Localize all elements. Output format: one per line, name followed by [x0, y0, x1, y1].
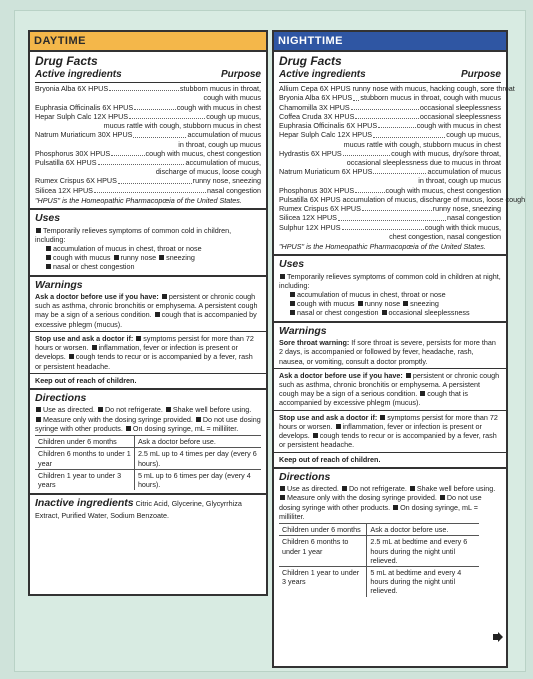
ingredient-name: Rumex Crispus 6X HPUS	[35, 176, 117, 186]
active-ingredients-heading: Active ingredients	[35, 69, 122, 81]
bullet-icon	[46, 264, 51, 269]
hpus-note: "HPUS" is the Homeopathic Pharmacopœia of the United States.	[35, 195, 242, 205]
inactive-heading: Inactive ingredients	[35, 497, 134, 510]
dosage-table	[279, 523, 479, 597]
ingredient-row	[35, 130, 261, 139]
bullet-icon	[290, 310, 295, 315]
warnings-section	[274, 323, 506, 469]
bullet-icon	[92, 345, 97, 350]
ingredient-purpose-continued: mucus rattle with cough, stubborn mucus in chest	[103, 121, 261, 131]
table-row: Children 6 months to under 1 year 2.5 mL up to 4 times per day (every 6 hours).	[35, 448, 261, 469]
table-row: Children 1 year to under 3 years 5 mL at bedtime and every 4 hours during the night until relieved.	[279, 566, 479, 596]
bullet-icon	[162, 294, 167, 299]
ingredient-purpose: cough up mucus,	[206, 111, 261, 121]
ingredient-row	[279, 167, 501, 176]
dot-leader	[111, 149, 144, 156]
ingredient-purpose: accumulation of mucus	[427, 167, 501, 177]
bullet-icon	[342, 486, 347, 491]
bullet-icon	[382, 310, 387, 315]
ingredient-row	[279, 84, 515, 94]
bullet-icon	[36, 417, 41, 422]
uses-intro: Temporarily relieves symptoms of common cold in children, including:	[35, 225, 232, 244]
dot-leader	[133, 130, 186, 137]
drug-facts-title: Drug Facts	[279, 54, 342, 69]
directions-section	[274, 469, 506, 600]
ingredient-purpose: cough up mucus,	[446, 130, 501, 140]
ingredient-purpose-continued: in throat, cough up mucus	[418, 176, 501, 186]
bullet-icon	[280, 486, 285, 491]
divider	[274, 368, 506, 369]
ingredient-purpose: runny nose with mucus, hacking cough, sore throat	[352, 84, 515, 94]
divider	[30, 331, 266, 332]
uses-item: nasal or chest congestion	[35, 262, 261, 271]
ingredient-purpose: cough with mucus in chest	[416, 121, 501, 131]
warnings-heading: Warnings	[35, 278, 83, 291]
ingredient-name: Hepar Sulph Calc 12X HPUS	[279, 130, 373, 140]
purpose-heading: Purpose	[460, 69, 501, 81]
ingredient-purpose: cough with thick mucus,	[424, 222, 501, 232]
uses-item: accumulation of mucus in chest, throat or nose	[35, 244, 261, 253]
ingredient-purpose: cough with mucus, dry/sore throat,	[391, 148, 501, 158]
dot-leader	[373, 167, 426, 174]
dot-leader	[351, 103, 419, 110]
ingredient-name: Silicea 12X HPUS	[35, 185, 93, 195]
bullet-icon	[114, 255, 119, 260]
dot-leader	[355, 186, 384, 193]
dot-leader	[362, 204, 432, 211]
uses-item: cough with mucus runny nose sneezing	[35, 253, 261, 262]
ingredient-purpose: occasional sleeplessness	[419, 102, 501, 112]
bullet-icon	[380, 415, 385, 420]
ingredient-name: Natrum Muriaticum 30X HPUS	[35, 130, 133, 140]
ingredient-purpose: cough with mucus, chest congestion	[385, 185, 501, 195]
bullet-icon	[420, 391, 425, 396]
ingredient-purpose: accumulation of mucus	[187, 130, 261, 140]
ingredient-purpose-continued: mucus rattle with cough, stubborn mucus in chest	[343, 139, 501, 149]
uses-section	[30, 210, 266, 277]
bullet-icon	[126, 426, 131, 431]
ingredient-purpose: accumulation of mucus,	[185, 157, 261, 167]
ingredient-purpose: cough with mucus, chest congestion	[145, 148, 261, 158]
ingredient-row	[279, 223, 501, 232]
bullet-icon	[313, 433, 318, 438]
bullet-icon	[136, 336, 141, 341]
ingredient-row	[279, 103, 501, 112]
ingredient-purpose: nasal congestion	[207, 185, 261, 195]
drug-facts-title: Drug Facts	[35, 54, 98, 69]
arrow-right-icon	[493, 632, 503, 642]
keep-out-warning: Keep out of reach of children.	[35, 375, 137, 385]
bullet-icon	[280, 274, 285, 279]
bullet-icon	[440, 495, 445, 500]
active-ingredients-section	[274, 52, 526, 256]
ingredient-row	[35, 149, 261, 158]
hpus-note: "HPUS" is the Homeopathic Pharmacopœia of the United States.	[279, 241, 486, 251]
ingredient-row	[35, 186, 261, 195]
daytime-drug-facts-panel	[28, 30, 268, 596]
ingredient-name: Hydrastis 6X HPUS	[279, 148, 342, 158]
bullet-icon	[36, 407, 41, 412]
bullet-icon	[290, 292, 295, 297]
directions-section	[30, 390, 266, 495]
ingredient-name: Bryonia Alba 6X HPUS	[279, 93, 353, 103]
bullet-icon	[406, 373, 411, 378]
inactive-text: Citric Acid, Glycerine, Glycyrrhiza Extract, Purified Water, Sodium Benzoate.	[35, 499, 242, 520]
directions-text: Use as directed. Do not refrigerate. Shake well before using. Measure only with the dosing syringe provided. Do not use dosing syringe with other products. On dosing syringe, mL = milliliter.	[279, 484, 496, 521]
ingredient-row	[279, 186, 501, 195]
ingredient-row	[35, 158, 261, 167]
dot-leader	[378, 121, 416, 128]
dot-leader	[94, 186, 206, 193]
dot-leader	[373, 130, 445, 137]
ingredient-purpose-continued: cough with mucus	[203, 93, 261, 103]
keep-out-warning: Keep out of reach of children.	[279, 454, 381, 464]
ingredient-row	[279, 149, 501, 158]
ingredient-name: Chamomilla 3X HPUS	[279, 102, 350, 112]
bullet-icon	[155, 312, 160, 317]
bullet-icon	[403, 301, 408, 306]
divider	[274, 410, 506, 411]
ingredient-name: Allium Cepa 6X HPUS	[279, 84, 351, 94]
sore-throat-warning: Sore throat warning: If sore throat is severe, persists for more than 2 days, is accompanied or followed by fever, headache, rash, nausea, or vomiting, consult a doctor promptly.	[279, 338, 496, 366]
ingredient-name: Sulphur 12X HPUS	[279, 222, 341, 232]
ingredient-purpose-continued: discharge of mucus, loose cough	[155, 167, 261, 177]
ingredient-purpose: cough with mucus in chest	[176, 102, 261, 112]
table-row: Children 1 year to under 3 years 5 mL up to 6 times per day (every 4 hours).	[35, 469, 261, 490]
ingredient-row	[279, 194, 526, 204]
bullet-icon	[159, 255, 164, 260]
uses-item: accumulation of mucus in chest, throat or nose	[279, 290, 501, 299]
inactive-ingredients-section	[30, 495, 266, 523]
warnings-section	[30, 277, 266, 390]
purpose-heading: Purpose	[220, 69, 261, 81]
active-ingredients-section	[30, 52, 266, 210]
ingredient-list	[35, 84, 261, 195]
uses-intro: Temporarily relieves symptoms of common cold in children at night, including:	[279, 271, 501, 290]
bullet-icon	[46, 246, 51, 251]
warnings-heading: Warnings	[279, 324, 327, 337]
stop-use-warning: Stop use and ask a doctor if: symptoms persist for more than 72 hours or worsen. inflammation, fever or infection is present or develops. cough tends to recur or is accompanied by a fever, rash or persistent headache.	[279, 412, 498, 450]
dot-leader	[134, 103, 176, 110]
bullet-icon	[358, 301, 363, 306]
dot-leader	[338, 213, 446, 220]
ingredient-row	[35, 176, 261, 185]
bullet-icon	[336, 424, 341, 429]
ingredient-name: Natrum Muriaticum 6X HPUS	[279, 167, 373, 177]
directions-text: Use as directed. Do not refrigerate. Shake well before using. Measure only with the dosing syringe provided. Do not use dosing syringe with other products. On dosing syringe, mL = milliliter.	[35, 405, 261, 433]
uses-heading: Uses	[279, 258, 305, 271]
ingredient-purpose-continued: in throat, cough up mucus	[178, 139, 261, 149]
dot-leader	[109, 84, 179, 91]
dot-leader	[129, 112, 205, 119]
table-row: Children 6 months to under 1 year 2.5 mL at bedtime and every 6 hours during the night until relieved.	[279, 536, 479, 567]
ingredient-row	[35, 112, 261, 121]
bullet-icon	[46, 255, 51, 260]
bullet-icon	[69, 354, 74, 359]
dot-leader	[343, 149, 390, 156]
ingredient-purpose: occasional sleeplessness	[419, 111, 501, 121]
ingredient-name: Pulsatilla 6X HPUS	[35, 157, 97, 167]
ingredient-name: Phosphorus 30X HPUS	[35, 148, 111, 158]
ingredient-row	[279, 112, 501, 121]
bullet-icon	[410, 486, 415, 491]
directions-heading: Directions	[35, 392, 87, 405]
ingredient-name: Coffea Cruda 3X HPUS	[279, 111, 355, 121]
table-row: Children under 6 months Ask a doctor before use.	[279, 524, 479, 536]
dot-leader	[98, 158, 185, 165]
ingredient-name: Pulsatilla 6X HPUS	[279, 194, 341, 204]
ingredient-name: Phosphorus 30X HPUS	[279, 185, 355, 195]
table-row: Children under 6 months Ask a doctor before use.	[35, 436, 261, 448]
ingredient-name: Rumex Crispus 6X HPUS	[279, 204, 361, 214]
ingredient-purpose: runny nose, sneezing	[192, 176, 261, 186]
uses-item: cough with mucus runny nose sneezing	[279, 299, 501, 308]
ingredient-name: Euphrasia Officinalis 6X HPUS	[279, 121, 378, 131]
nighttime-band: NIGHTTIME	[274, 32, 506, 52]
nighttime-drug-facts-panel	[272, 30, 526, 668]
ingredient-purpose: stubborn mucus in throat,	[179, 84, 261, 94]
dot-leader	[342, 223, 424, 230]
active-ingredients-header	[279, 69, 501, 83]
dot-leader	[118, 176, 192, 183]
ask-doctor-warning: Ask a doctor before use if you have: persistent or chronic cough such as asthma, chronic bronchitis or emphysema. A persistent cough may be a sign of a serious condition. cough that is accompanied by excessive phlegm (mucus).	[35, 292, 258, 329]
bullet-icon	[166, 407, 171, 412]
divider	[274, 452, 506, 453]
ingredient-row	[279, 121, 501, 130]
dot-leader	[353, 93, 359, 100]
uses-item: nasal or chest congestion occasional sleeplessness	[279, 308, 501, 317]
bullet-icon	[280, 495, 285, 500]
ingredient-name: Bryonia Alba 6X HPUS	[35, 84, 109, 94]
active-ingredients-heading: Active ingredients	[279, 69, 366, 81]
ingredient-name: Hepar Sulph Calc 12X HPUS	[35, 111, 129, 121]
ingredient-list	[279, 84, 526, 241]
ask-doctor-warning: Ask a doctor before use if you have: persistent or chronic cough such as asthma, chronic bronchitis or emphysema. A persistent cough may be a sign of a serious condition. cough that is accompanied by excessive phlegm (mucus).	[279, 370, 500, 408]
uses-section	[274, 256, 506, 323]
bullet-icon	[36, 228, 41, 233]
ingredient-row	[279, 93, 501, 102]
directions-heading: Directions	[279, 470, 331, 483]
ingredient-purpose: accumulation of mucus, discharge of mucus, loose cough	[342, 194, 526, 204]
bullet-icon	[98, 407, 103, 412]
bullet-icon	[196, 417, 201, 422]
ingredient-name: Silicea 12X HPUS	[279, 213, 337, 223]
ingredient-row	[35, 103, 261, 112]
dosage-table	[35, 435, 261, 490]
ingredient-row	[279, 213, 501, 222]
ingredient-purpose-continued: occasional sleeplessness due to mucus in throat	[346, 157, 501, 167]
active-ingredients-header	[35, 69, 261, 83]
bullet-icon	[393, 505, 398, 510]
daytime-band: DAYTIME	[30, 32, 266, 52]
ingredient-row	[35, 84, 261, 93]
dot-leader	[355, 112, 419, 119]
stop-use-warning: Stop use and ask a doctor if: symptoms persist for more than 72 hours or worsen. inflammation, fever or infection is present or develops. cough tends to recur or is accompanied by a fever, rash or persistent headache.	[35, 333, 254, 371]
ingredient-name: Euphrasia Officinalis 6X HPUS	[35, 102, 134, 112]
bullet-icon	[290, 301, 295, 306]
ingredient-purpose: runny nose, sneezing	[432, 204, 501, 214]
divider	[30, 373, 266, 374]
ingredient-purpose: stubborn mucus in throat, cough with mucus	[360, 93, 501, 103]
ingredient-purpose: nasal congestion	[447, 213, 501, 223]
ingredient-row	[279, 130, 501, 139]
ingredient-purpose-continued: chest congestion, nasal congestion	[389, 231, 501, 241]
ingredient-row	[279, 204, 501, 213]
uses-heading: Uses	[35, 212, 61, 225]
